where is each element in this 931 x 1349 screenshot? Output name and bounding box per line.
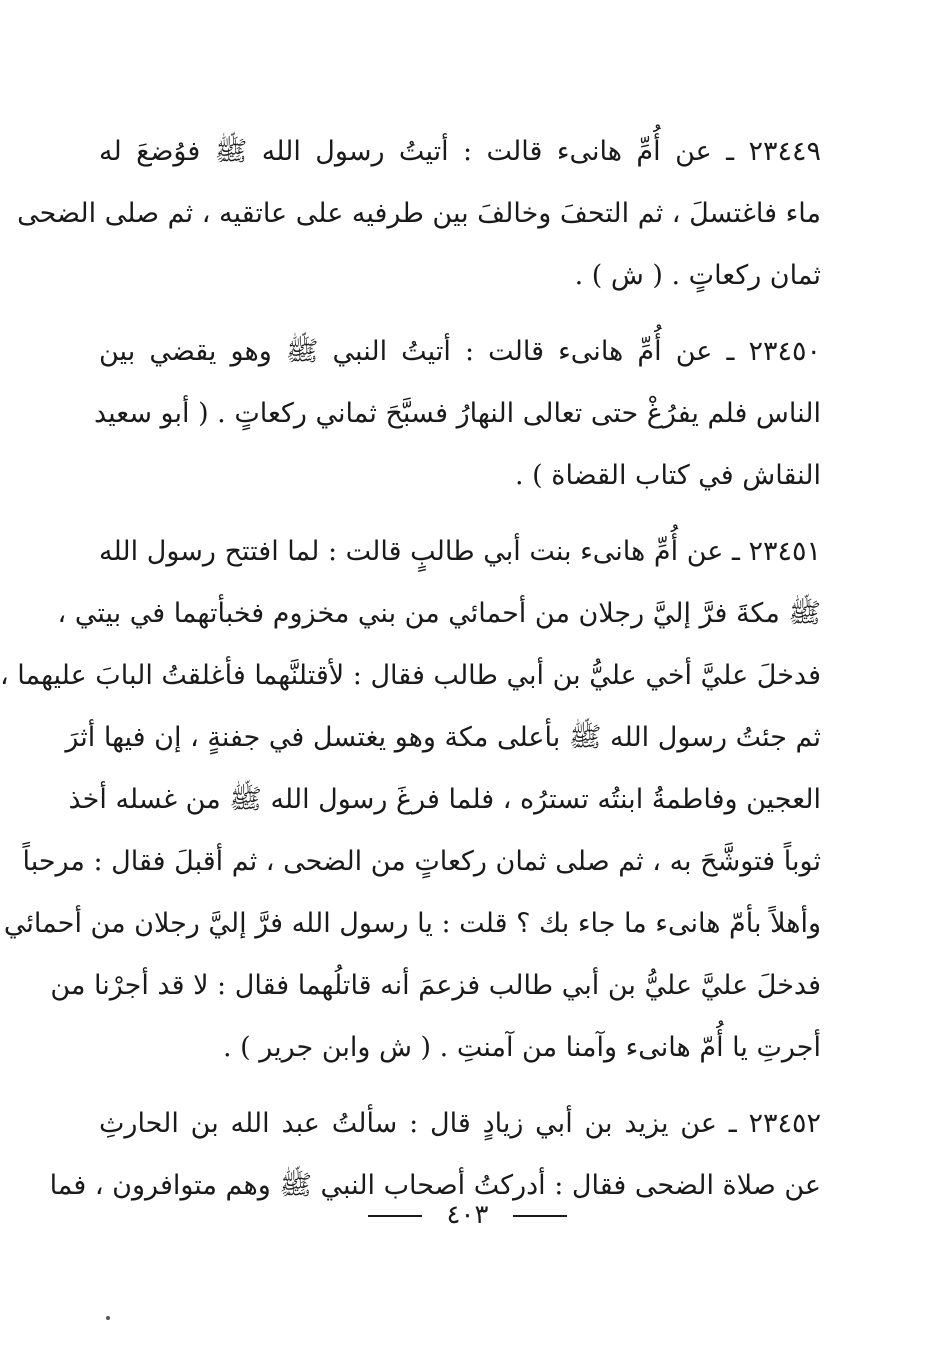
text-line: أجرتِ يا أُمّ هانىء وآمنا من آمنتِ . ( ش وابن جرير ) . — [222, 1031, 821, 1063]
hadith-23451 — [0, 520, 821, 1078]
scan-speck — [106, 1316, 110, 1320]
text-line: ٢٣٤٥١ ـ عن أُمِّ هانىء بنت أبي طالبٍ قالت : لما افتتح رسول الله — [99, 535, 821, 567]
text-line: العجين وفاطمةُ ابنتُه تسترُه ، فلما فرغَ رسول الله ﷺ من غسله أخذ — [68, 783, 821, 815]
text-line: ثم جئتُ رسول الله ﷺ بأعلى مكة وهو يغتسل في جفنةٍ ، إن فيها أثرَ — [65, 721, 821, 753]
hadith-23450 — [93, 320, 821, 506]
page-footer — [4, 1200, 931, 1230]
text-line: ٢٣٤٤٩ ـ عن أُمِّ هانىء قالت : أتيتُ رسول الله ﷺ فوُضعَ له — [99, 135, 821, 167]
text-line: ماء فاغتسلَ ، ثم التحفَ وخالفَ بين طرفيه على عاتقيه ، ثم صلى الضحى — [17, 197, 821, 229]
text-line: الناس فلم يفرُغْ حتى تعالى النهارُ فسبَّحَ ثماني ركعاتٍ . ( أبو سعيد — [93, 397, 821, 429]
text-line: ﷺ مكةَ فرَّ إليَّ رجلان من أحمائي من بني مخزوم فخبأتهما في بيتي ، — [57, 597, 821, 629]
hadith-23452 — [49, 1092, 821, 1216]
text-line: ٢٣٤٥٠ ـ عن أُمِّ هانىء قالت : أتيتُ النبي ﷺ وهو يقضي بين — [99, 335, 821, 367]
text-line: ثوباً فتوشَّحَ به ، ثم صلى ثمان ركعاتٍ من الضحى ، ثم أقبلَ فقال : مرحباً — [22, 845, 821, 877]
text-line: النقاش في كتاب القضاة ) . — [515, 459, 821, 491]
document-body — [0, 120, 821, 1230]
footer-dash-right — [513, 1215, 567, 1217]
text-line: فدخلَ عليَّ أخي عليُّ بن أبي طالب فقال : لأقتلنَّهما فأغلقتُ البابَ عليهما ، — [0, 659, 821, 691]
text-line: ثمان ركعاتٍ . ( ش ) . — [574, 259, 821, 291]
text-line: ٢٣٤٥٢ ـ عن يزيد بن أبي زيادٍ قال : سألتُ عبد الله بن الحارثِ — [99, 1107, 821, 1139]
text-line: وأهلاً بأمّ هانىء ما جاء بك ؟ قلت : يا رسول الله فرَّ إليَّ رجلان من أحمائي — [3, 907, 821, 939]
footer-dash-left — [368, 1215, 422, 1217]
text-line: عن صلاة الضحى فقال : أدركتُ أصحاب النبي ﷺ وهم متوافرون ، فما — [49, 1169, 821, 1201]
text-line: فدخلَ عليَّ عليُّ بن أبي طالب فزعمَ أنه قاتلُهما فقال : لا قد أجرْنا من — [50, 969, 821, 1001]
page-number: ٤٠٣ — [446, 1200, 489, 1230]
hadith-23449 — [17, 120, 821, 306]
